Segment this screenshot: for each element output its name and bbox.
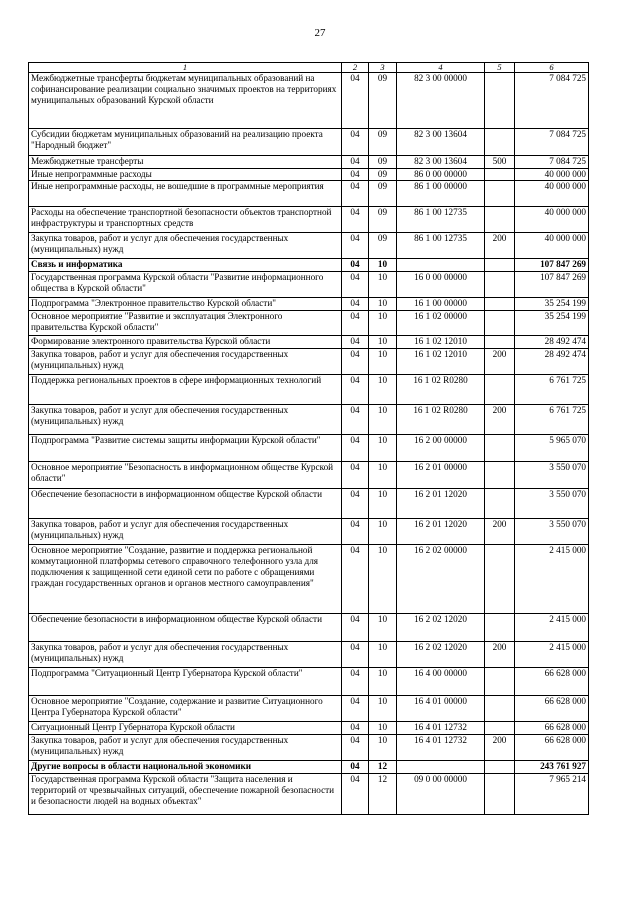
row-amount-cell: 35 254 199 [515,298,589,311]
row-target-article-cell: 16 2 02 12020 [397,642,485,668]
row-target-article-cell: 86 1 00 12735 [397,207,485,233]
header-cell: 1 [29,63,342,73]
table-row [29,349,589,375]
row-target-article-cell [397,259,485,272]
table-row [29,774,589,815]
row-target-article-cell: 16 2 02 12020 [397,614,485,642]
row-expense-type-cell: 200 [485,735,515,761]
row-section-cell: 04 [342,156,369,169]
row-target-article-cell: 16 4 01 12732 [397,722,485,735]
row-target-article-cell: 16 1 02 R0280 [397,405,485,435]
row-target-article-cell: 16 1 02 12010 [397,336,485,349]
row-target-article-cell: 82 3 00 00000 [397,73,485,129]
row-section-cell: 04 [342,519,369,545]
row-amount-cell: 3 550 070 [515,462,589,489]
row-section-cell: 04 [342,722,369,735]
row-section-cell: 04 [342,207,369,233]
row-name-cell: Связь и информатика [29,259,342,272]
header-cell: 4 [397,63,485,73]
row-subsection-cell: 10 [369,642,397,668]
row-subsection-cell: 09 [369,73,397,129]
row-section-cell: 04 [342,311,369,336]
table-row [29,735,589,761]
row-name-cell: Подпрограмма "Развитие системы защиты информации Курской области" [29,435,342,462]
row-section-cell: 04 [342,336,369,349]
row-amount-cell: 66 628 000 [515,668,589,696]
table-row [29,614,589,642]
row-amount-cell: 66 628 000 [515,722,589,735]
row-name-cell: Подпрограмма "Электронное правительство Курской области" [29,298,342,311]
row-amount-cell: 7 965 214 [515,774,589,815]
row-subsection-cell: 10 [369,405,397,435]
row-name-cell: Расходы на обеспечение транспортной безопасности объектов транспортной инфраструктуры и транспортных средств [29,207,342,233]
row-target-article-cell: 16 2 01 00000 [397,462,485,489]
row-amount-cell: 40 000 000 [515,181,589,207]
row-section-cell: 04 [342,435,369,462]
table-row [29,375,589,405]
row-subsection-cell: 09 [369,207,397,233]
table-row [29,298,589,311]
row-subsection-cell: 10 [369,614,397,642]
table-row [29,722,589,735]
table-row [29,435,589,462]
row-section-cell: 04 [342,181,369,207]
row-section-cell: 04 [342,298,369,311]
table-row [29,405,589,435]
row-expense-type-cell [485,298,515,311]
row-subsection-cell: 10 [369,462,397,489]
table-row [29,545,589,614]
row-subsection-cell: 10 [369,298,397,311]
row-section-cell: 04 [342,405,369,435]
table-header-row [29,63,589,73]
table-row [29,462,589,489]
table-row [29,169,589,181]
row-section-cell: 04 [342,375,369,405]
row-name-cell: Основное мероприятие "Создание, содержание и развитие Ситуационного Центра Губернатора Курской области" [29,696,342,722]
row-target-article-cell: 86 1 00 12735 [397,233,485,259]
row-expense-type-cell: 200 [485,642,515,668]
row-expense-type-cell [485,375,515,405]
row-amount-cell: 40 000 000 [515,169,589,181]
row-expense-type-cell [485,169,515,181]
row-subsection-cell: 10 [369,311,397,336]
row-subsection-cell: 10 [369,259,397,272]
row-amount-cell: 40 000 000 [515,207,589,233]
row-section-cell: 04 [342,349,369,375]
row-target-article-cell: 16 4 01 12732 [397,735,485,761]
row-target-article-cell: 16 0 00 00000 [397,272,485,298]
table-row [29,489,589,519]
row-subsection-cell: 10 [369,668,397,696]
table-row [29,156,589,169]
row-amount-cell: 28 492 474 [515,349,589,375]
row-name-cell: Иные непрограммные расходы [29,169,342,181]
row-subsection-cell: 09 [369,169,397,181]
row-section-cell: 04 [342,233,369,259]
row-amount-cell: 66 628 000 [515,735,589,761]
row-section-cell: 04 [342,761,369,774]
row-section-cell: 04 [342,129,369,156]
row-name-cell: Межбюджетные трансферты бюджетам муниципальных образований на софинансирование реализации социально значимых проектов на территориях муниципальных образований Курской области [29,73,342,129]
table-row [29,129,589,156]
table-row [29,642,589,668]
row-expense-type-cell [485,311,515,336]
row-section-cell: 04 [342,259,369,272]
row-name-cell: Закупка товаров, работ и услуг для обеспечения государственных (муниципальных) нужд [29,735,342,761]
row-section-cell: 04 [342,642,369,668]
row-section-cell: 04 [342,169,369,181]
row-expense-type-cell [485,129,515,156]
row-expense-type-cell [485,435,515,462]
row-section-cell: 04 [342,696,369,722]
row-target-article-cell: 16 4 00 00000 [397,668,485,696]
table-row [29,233,589,259]
row-expense-type-cell [485,545,515,614]
row-expense-type-cell [485,668,515,696]
row-name-cell: Иные непрограммные расходы, не вошедшие в программные мероприятия [29,181,342,207]
row-expense-type-cell [485,761,515,774]
row-amount-cell: 2 415 000 [515,614,589,642]
table-row [29,761,589,774]
row-expense-type-cell: 200 [485,519,515,545]
row-amount-cell: 7 084 725 [515,156,589,169]
row-name-cell: Основное мероприятие "Создание, развитие и поддержка региональной коммутационной платформы сетевого справочного телефонного узла для подключения к защищенной сети единой сети по работе с обращениями граждан государственных органов и органов местного самоуправления" [29,545,342,614]
row-subsection-cell: 10 [369,489,397,519]
header-cell: 6 [515,63,589,73]
table-row [29,696,589,722]
row-name-cell: Субсидии бюджетам муниципальных образований на реализацию проекта "Народный бюджет" [29,129,342,156]
row-subsection-cell: 10 [369,349,397,375]
row-subsection-cell: 10 [369,336,397,349]
row-amount-cell: 40 000 000 [515,233,589,259]
table-row [29,519,589,545]
table-row [29,73,589,129]
row-expense-type-cell [485,614,515,642]
row-name-cell: Ситуационный Центр Губернатора Курской области [29,722,342,735]
row-expense-type-cell [485,489,515,519]
row-subsection-cell: 09 [369,156,397,169]
row-name-cell: Основное мероприятие "Развитие и эксплуатация Электронного правительства Курской области" [29,311,342,336]
header-cell: 2 [342,63,369,73]
row-section-cell: 04 [342,489,369,519]
row-amount-cell: 7 084 725 [515,73,589,129]
row-expense-type-cell [485,272,515,298]
row-target-article-cell: 16 1 02 00000 [397,311,485,336]
row-name-cell: Обеспечение безопасности в информационном обществе Курской области [29,489,342,519]
row-expense-type-cell [485,462,515,489]
row-subsection-cell: 09 [369,233,397,259]
row-target-article-cell: 82 3 00 13604 [397,129,485,156]
row-subsection-cell: 09 [369,181,397,207]
row-name-cell: Государственная программа Курской области "Защита населения и территорий от чрезвычайных ситуаций, обеспечение пожарной безопасности и безопасности людей на водных объектах" [29,774,342,815]
row-amount-cell: 6 761 725 [515,405,589,435]
row-name-cell: Другие вопросы в области национальной экономики [29,761,342,774]
row-amount-cell: 3 550 070 [515,519,589,545]
page-number: 27 [314,27,326,39]
row-name-cell: Государственная программа Курской области "Развитие информационного общества в Курской области" [29,272,342,298]
row-amount-cell: 2 415 000 [515,545,589,614]
row-name-cell: Закупка товаров, работ и услуг для обеспечения государственных (муниципальных) нужд [29,233,342,259]
row-amount-cell: 107 847 269 [515,259,589,272]
row-subsection-cell: 10 [369,272,397,298]
row-expense-type-cell: 200 [485,349,515,375]
row-amount-cell: 66 628 000 [515,696,589,722]
row-subsection-cell: 09 [369,129,397,156]
row-subsection-cell: 10 [369,519,397,545]
row-amount-cell: 7 084 725 [515,129,589,156]
row-expense-type-cell [485,696,515,722]
row-subsection-cell: 10 [369,375,397,405]
row-subsection-cell: 10 [369,735,397,761]
row-section-cell: 04 [342,614,369,642]
row-target-article-cell: 86 1 00 00000 [397,181,485,207]
row-target-article-cell: 16 1 02 R0280 [397,375,485,405]
row-section-cell: 04 [342,735,369,761]
row-section-cell: 04 [342,545,369,614]
table-row [29,181,589,207]
row-name-cell: Поддержка региональных проектов в сфере информационных технологий [29,375,342,405]
row-subsection-cell: 10 [369,435,397,462]
row-expense-type-cell: 200 [485,233,515,259]
row-name-cell: Закупка товаров, работ и услуг для обеспечения государственных (муниципальных) нужд [29,642,342,668]
row-expense-type-cell [485,207,515,233]
row-expense-type-cell: 200 [485,405,515,435]
row-expense-type-cell [485,336,515,349]
table-row [29,336,589,349]
row-expense-type-cell [485,774,515,815]
row-amount-cell: 6 761 725 [515,375,589,405]
row-amount-cell: 5 965 070 [515,435,589,462]
table-row [29,311,589,336]
row-subsection-cell: 12 [369,761,397,774]
row-amount-cell: 3 550 070 [515,489,589,519]
row-name-cell: Закупка товаров, работ и услуг для обеспечения государственных (муниципальных) нужд [29,405,342,435]
row-target-article-cell: 16 2 02 00000 [397,545,485,614]
row-name-cell: Формирование электронного правительства Курской области [29,336,342,349]
row-section-cell: 04 [342,668,369,696]
row-target-article-cell: 82 3 00 13604 [397,156,485,169]
table-row [29,668,589,696]
row-target-article-cell: 16 2 01 12020 [397,489,485,519]
row-amount-cell: 107 847 269 [515,272,589,298]
row-target-article-cell: 16 2 01 12020 [397,519,485,545]
row-amount-cell: 2 415 000 [515,642,589,668]
row-section-cell: 04 [342,73,369,129]
row-target-article-cell: 09 0 00 00000 [397,774,485,815]
table-row [29,259,589,272]
row-target-article-cell: 16 2 00 00000 [397,435,485,462]
row-amount-cell: 243 761 927 [515,761,589,774]
row-target-article-cell: 16 1 02 12010 [397,349,485,375]
row-section-cell: 04 [342,774,369,815]
row-name-cell: Основное мероприятие "Безопасность в информационном обществе Курской области" [29,462,342,489]
row-name-cell: Обеспечение безопасности в информационном обществе Курской области [29,614,342,642]
budget-table [28,62,589,815]
row-amount-cell: 28 492 474 [515,336,589,349]
row-subsection-cell: 12 [369,774,397,815]
header-cell: 5 [485,63,515,73]
row-expense-type-cell [485,259,515,272]
row-subsection-cell: 10 [369,545,397,614]
row-name-cell: Межбюджетные трансферты [29,156,342,169]
row-amount-cell: 35 254 199 [515,311,589,336]
header-cell: 3 [369,63,397,73]
table-row [29,272,589,298]
row-expense-type-cell: 500 [485,156,515,169]
row-target-article-cell: 16 4 01 00000 [397,696,485,722]
row-target-article-cell: 86 0 00 00000 [397,169,485,181]
row-name-cell: Закупка товаров, работ и услуг для обеспечения государственных (муниципальных) нужд [29,349,342,375]
row-expense-type-cell [485,181,515,207]
row-subsection-cell: 10 [369,722,397,735]
row-section-cell: 04 [342,272,369,298]
row-name-cell: Закупка товаров, работ и услуг для обеспечения государственных (муниципальных) нужд [29,519,342,545]
row-section-cell: 04 [342,462,369,489]
row-name-cell: Подпрограмма "Ситуационный Центр Губернатора Курской области" [29,668,342,696]
row-expense-type-cell [485,722,515,735]
table-row [29,207,589,233]
row-expense-type-cell [485,73,515,129]
row-subsection-cell: 10 [369,696,397,722]
row-target-article-cell: 16 1 00 00000 [397,298,485,311]
row-target-article-cell [397,761,485,774]
